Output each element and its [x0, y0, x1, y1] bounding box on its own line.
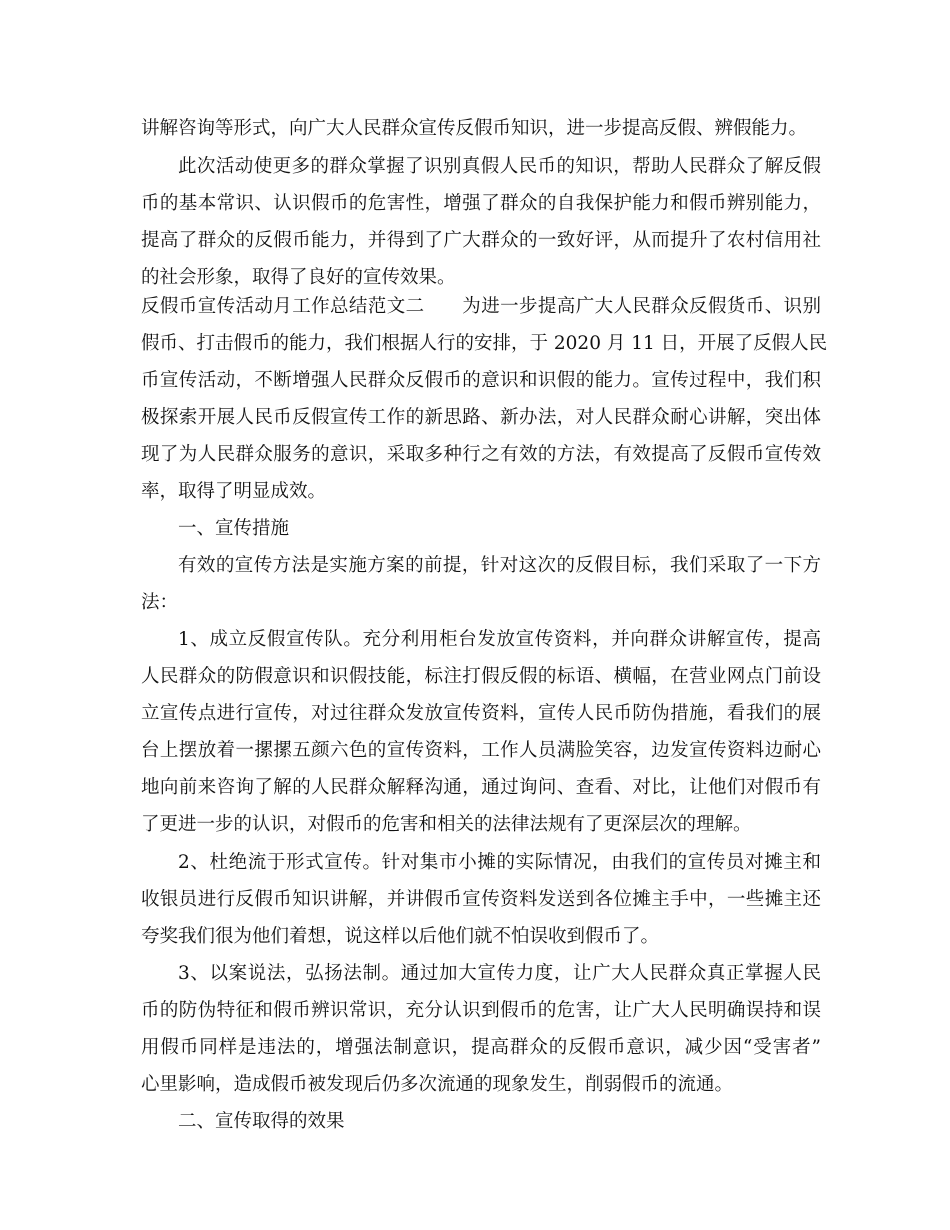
- section-title-line: 反假币宣传活动月工作总结范文二 为进一步提高广大人民群众反假货币、识别: [141, 296, 821, 317]
- text-line: 人民群众的防假意识和识假技能，标注打假反假的标语、横幅，在营业网点门前设: [141, 666, 821, 687]
- text-line: 夸奖我们很为他们着想，说这样以后他们就不怕误收到假币了。: [141, 926, 660, 947]
- text-line: 的社会形象，取得了良好的宣传效果。: [141, 267, 456, 288]
- text-line: 地向前来咨询了解的人民群众解释沟通，通过询问、查看、对比，让他们对假币有: [141, 777, 821, 798]
- text-line: 了更进一步的认识，对假币的危害和相关的法律法规有了更深层次的理解。: [141, 814, 752, 835]
- text-line: 假币、打击假币的能力，我们根据人行的安排，于 2020 月 11 日，开展了反假人民: [141, 333, 828, 354]
- text-line: 提高了群众的反假币能力，并得到了广大群众的一致好评，从而提升了农村信用社: [141, 230, 821, 251]
- list-item-3: 3、以案说法，弘扬法制。通过加大宣传力度，让广大人民群众真正掌握人民: [178, 963, 821, 984]
- text-line: 率，取得了明显成效。: [141, 481, 327, 502]
- text-line: 此次活动使更多的群众掌握了识别真假人民币的知识，帮助人民群众了解反假: [178, 156, 821, 177]
- text-line: 心里影响，造成假币被发现后仍多次流通的现象发生，削弱假币的流通。: [141, 1074, 734, 1095]
- heading-measures: 一、宣传措施: [178, 518, 290, 539]
- text-line: 法：: [141, 592, 179, 613]
- list-item-2: 2、杜绝流于形式宣传。针对集市小摊的实际情况，由我们的宣传员对摊主和: [178, 852, 821, 873]
- text-line: 台上摆放着一摞摞五颜六色的宣传资料，工作人员满脸笑容，边发宣传资料边耐心: [141, 740, 821, 761]
- list-item-1: 1、成立反假宣传队。充分利用柜台发放宣传资料，并向群众讲解宣传，提高: [178, 629, 821, 650]
- text-line: 立宣传点进行宣传，对过往群众发放宣传资料，宣传人民币防伪措施，看我们的展: [141, 703, 821, 724]
- text-line: 极探索开展人民币反假宣传工作的新思路、新办法，对人民群众耐心讲解，突出体: [141, 407, 821, 428]
- text-line: 收银员进行反假币知识讲解，并讲假币宣传资料发送到各位摊主手中，一些摊主还: [141, 889, 821, 910]
- text-line: 现了为人民群众服务的意识，采取多种行之有效的方法，有效提高了反假币宣传效: [141, 444, 821, 465]
- text-line: 币宣传活动，不断增强人民群众反假币的意识和识假的能力。宣传过程中，我们积: [141, 370, 821, 391]
- text-line: 币的防伪特征和假币辨识常识，充分认识到假币的危害，让广大人民明确误持和误: [141, 1000, 821, 1021]
- text-line: 币的基本常识、认识假币的危害性，增强了群众的自我保护能力和假币辨别能力，: [141, 193, 821, 214]
- text-line: 用假币同样是违法的，增强法制意识，提高群众的反假币意识，减少因“受害者”: [141, 1037, 821, 1058]
- heading-effects: 二、宣传取得的效果: [178, 1111, 345, 1132]
- text-line: 讲解咨询等形式，向广大人民群众宣传反假币知识，进一步提高反假、辨假能力。: [141, 118, 808, 139]
- text-line: 有效的宣传方法是实施方案的前提，针对这次的反假目标，我们采取了一下方: [178, 555, 821, 576]
